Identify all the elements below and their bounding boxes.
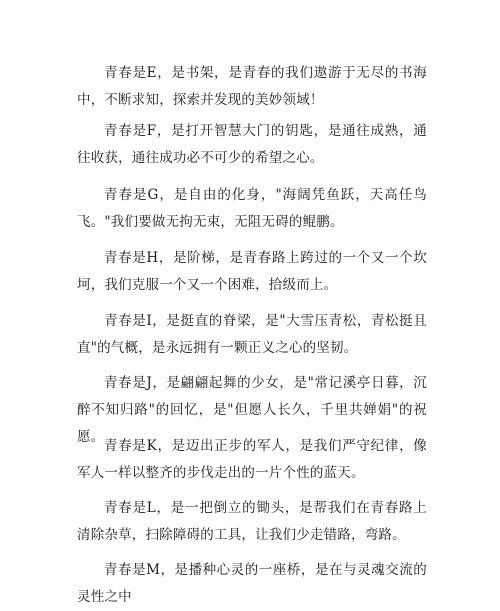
paragraph-l: 青春是L，是一把倒立的锄头，是帮我们在青春路上清除杂草，扫除障碍的工具，让我们少走错路，弯路。	[77, 500, 427, 543]
paragraph-i: 青春是I，是挺直的脊梁，是"大雪压青松，青松挺且直"的气概，是永远拥有一颗正义之心的坚韧。	[77, 313, 427, 356]
paragraph-m: 青春是M，是播种心灵的一座桥，是在与灵魂交流的灵性之中	[77, 562, 427, 605]
paragraph-h: 青春是H，是阶梯，是青春路上跨过的一个又一个坎坷，我们克服一个又一个困难，拾级而上。	[77, 250, 427, 293]
paragraph-f: 青春是F，是打开智慧大门的钥匙，是通往成熟，通往收获，通往成功必不可少的希望之心。	[77, 123, 427, 166]
paragraph-g: 青春是G，是自由的化身，"海阔凭鱼跃，天高任鸟飞。"我们要做无拘无束，无阻无碍的鲲鹏。	[77, 187, 427, 230]
paragraph-k: 青春是K，是迈出正步的军人，是我们严守纪律，像军人一样以整齐的步伐走出的一片个性的蓝天。	[77, 438, 427, 481]
paragraph-j: 青春是J，是翩翩起舞的少女，是"常记溪亭日暮，沉醉不知归路"的回忆，是"但愿人长久，千里共婵娟"的祝愿。	[77, 375, 427, 445]
paragraph-e: 青春是E，是书架，是青春的我们遨游于无尽的书海中，不断求知，探索并发现的美妙领域！	[77, 65, 427, 108]
